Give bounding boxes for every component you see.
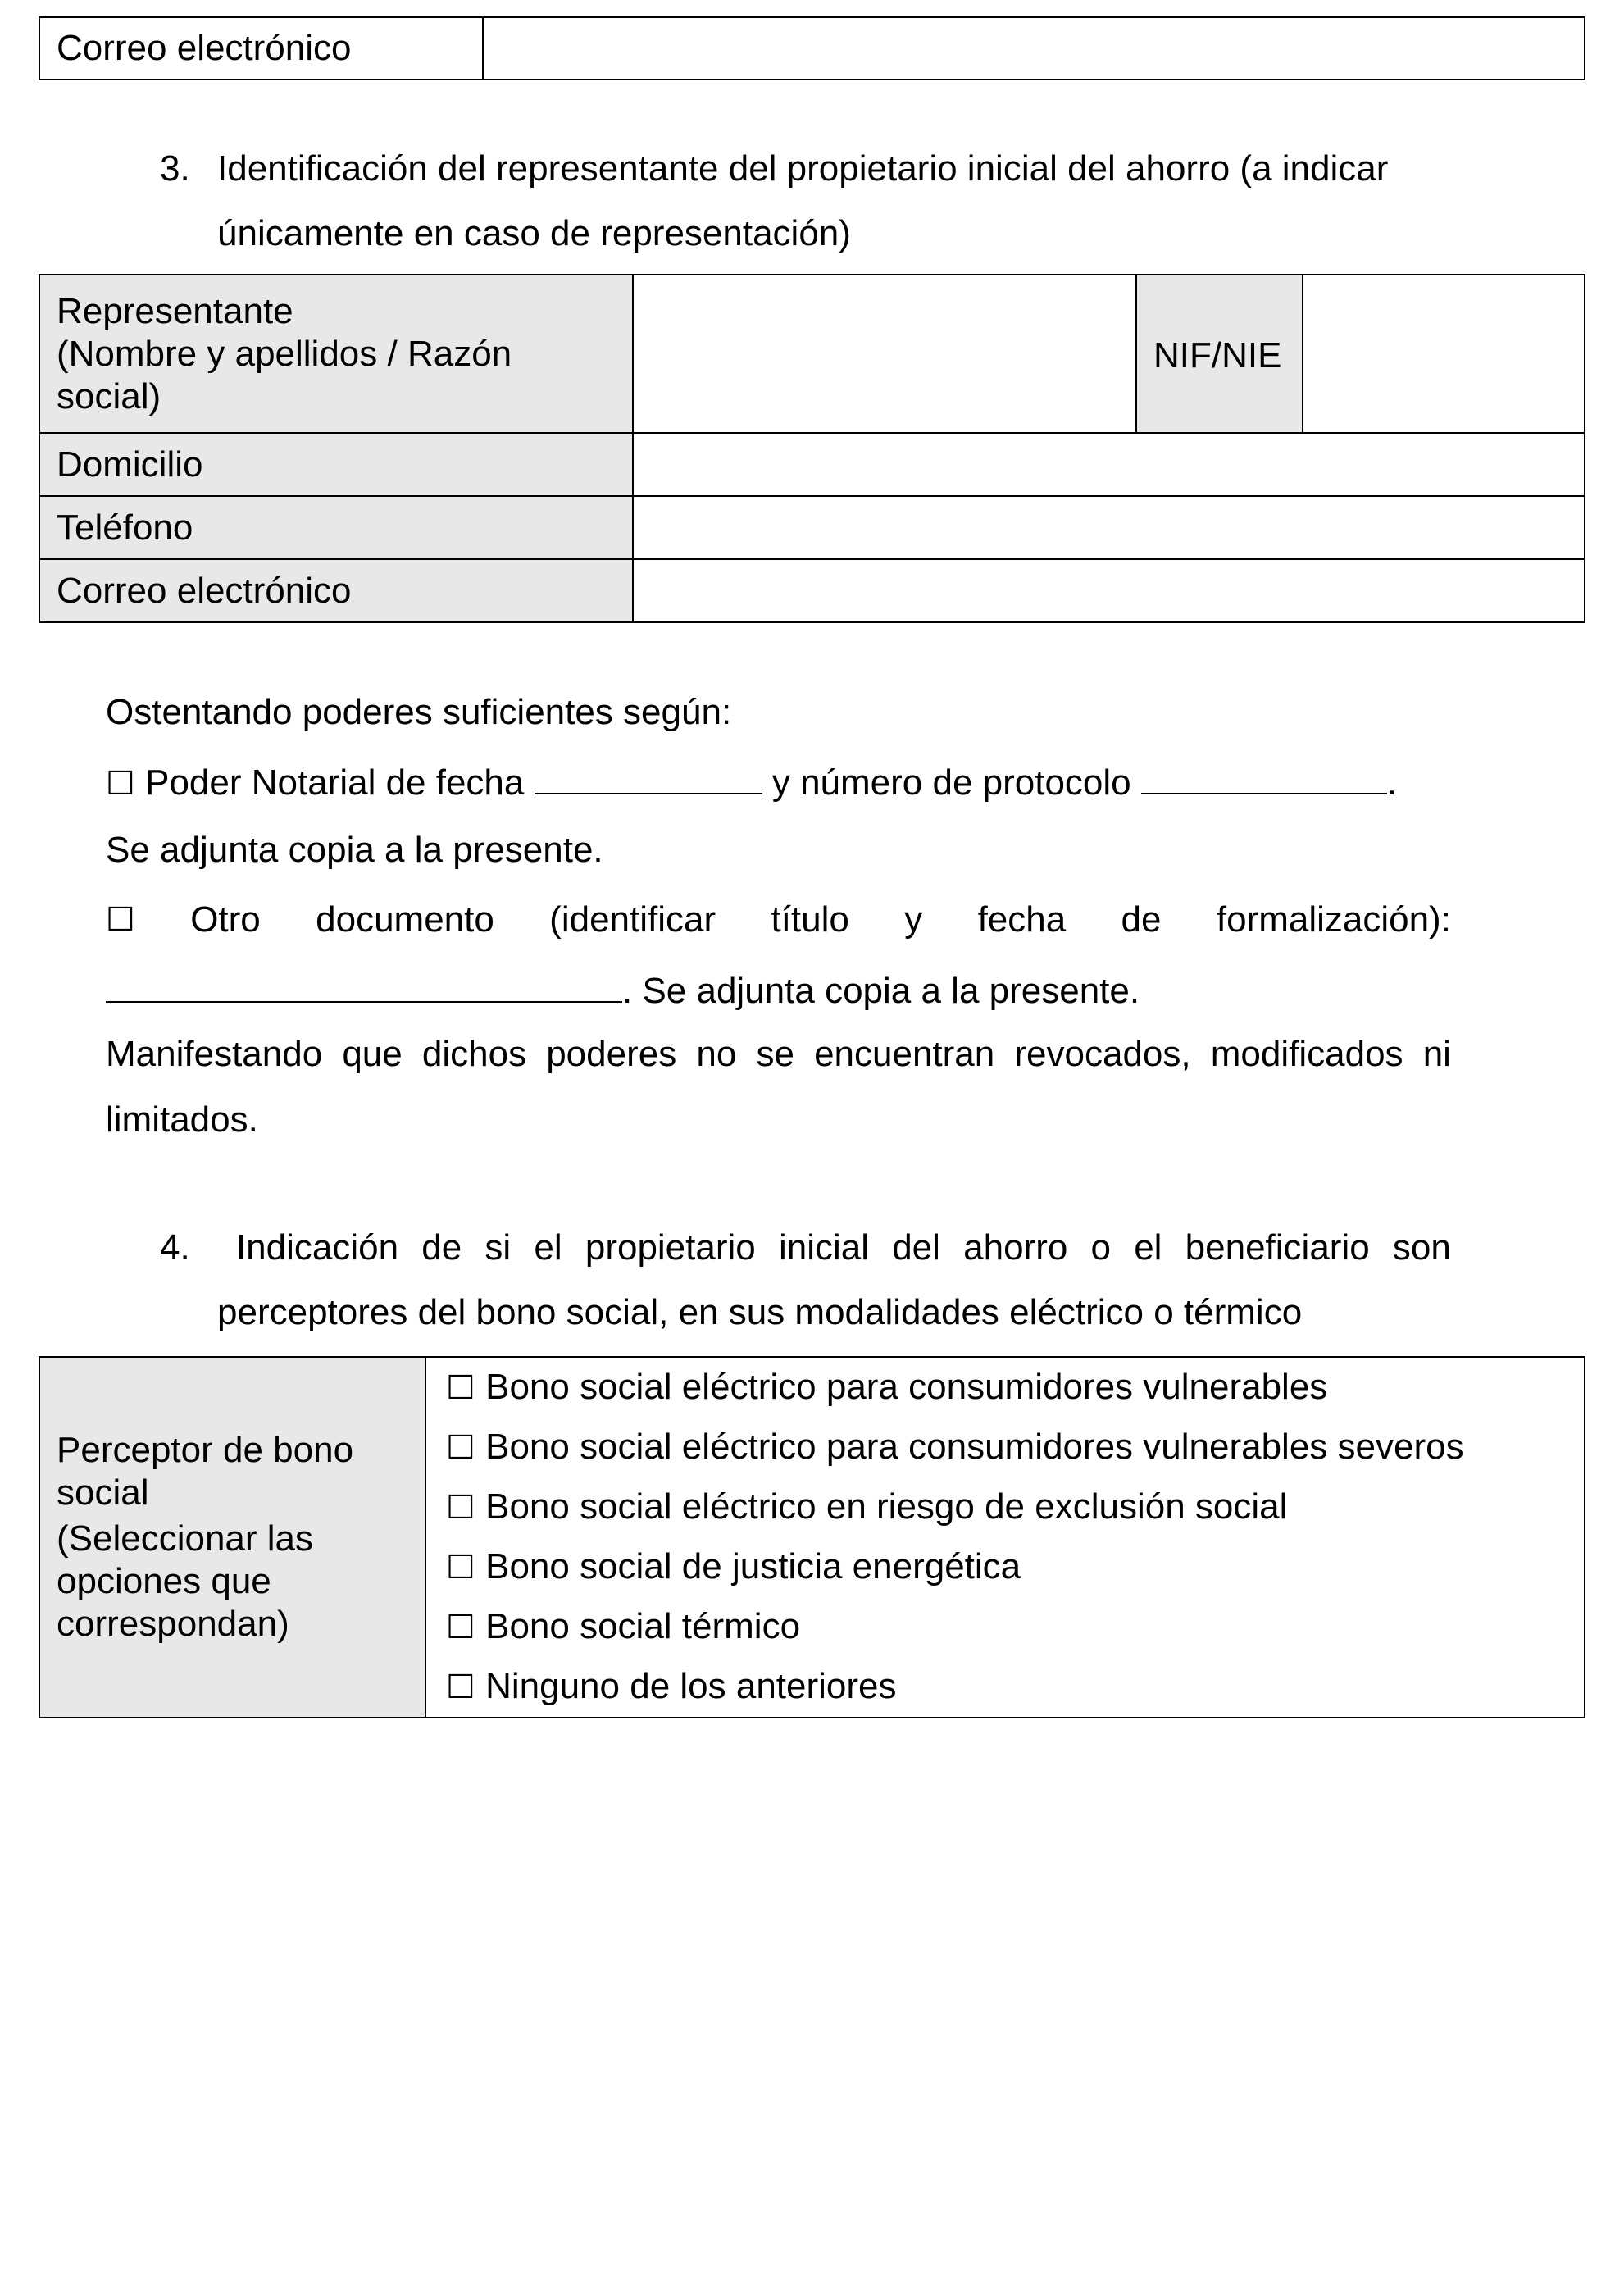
telefono-label: Teléfono: [39, 496, 633, 559]
checkbox-icon[interactable]: ☐: [446, 1489, 475, 1527]
other-document-checkbox[interactable]: ☐: [106, 901, 135, 939]
notarial-date-blank[interactable]: [535, 760, 762, 794]
other-document-blank[interactable]: [106, 968, 622, 1003]
manifest-line-2: limitados.: [106, 1099, 258, 1140]
other-document-blank-line: . Se adjunta copia a la presente.: [106, 968, 1451, 1013]
section-title-line-1: Identificación del representante del propietario inicial del ahorro (a indicar: [217, 148, 1389, 189]
section-3-heading: [160, 136, 1451, 267]
email-label: Correo electrónico: [39, 559, 633, 622]
checkbox-icon[interactable]: ☐: [446, 1668, 475, 1706]
option-ninguno[interactable]: ☐ Ninguno de los anteriores: [446, 1666, 897, 1706]
telefono-field[interactable]: [633, 496, 1585, 559]
manifest-line-1: Manifestando que dichos poderes no se encuentran revocados, modificados ni: [106, 1034, 1451, 1074]
section-title-line-2: únicamente en caso de representación): [217, 213, 851, 253]
bono-social-table: [39, 1356, 1585, 1718]
section-4-heading-line-2: perceptores del bono social, en sus modalidades eléctrico o térmico: [217, 1292, 1303, 1332]
representative-table: [39, 274, 1585, 623]
bono-social-label: Perceptor de bono social (Seleccionar las opciones que correspondan): [39, 1357, 425, 1718]
notarial-protocol-blank[interactable]: [1141, 760, 1387, 794]
section-number: 4.: [160, 1227, 190, 1268]
notarial-protocol-label: y número de protocolo: [771, 762, 1131, 803]
option-electrico-exclusion[interactable]: ☐ Bono social eléctrico en riesgo de exclusión social: [446, 1486, 1288, 1527]
copy-attached-text: Se adjunta copia a la presente.: [106, 830, 603, 870]
powers-intro: Ostentando poderes suficientes según:: [106, 692, 732, 732]
option-justicia-energetica[interactable]: ☐ Bono social de justicia energética: [446, 1546, 1021, 1586]
nif-nie-field[interactable]: [1303, 275, 1585, 433]
checkbox-icon[interactable]: ☐: [446, 1429, 475, 1467]
checkbox-icon[interactable]: ☐: [446, 1609, 475, 1646]
notarial-power-line: ☐ Poder Notarial de fecha y número de protocolo .: [106, 760, 1451, 805]
checkbox-icon[interactable]: ☐: [446, 1549, 475, 1586]
domicilio-field[interactable]: [633, 433, 1585, 496]
section-number: 3.: [160, 148, 190, 189]
nif-nie-label: NIF/NIE: [1136, 275, 1303, 433]
section-title: [217, 136, 1451, 266]
checkbox-icon[interactable]: ☐: [446, 1369, 475, 1407]
option-electrico-severos[interactable]: ☐ Bono social eléctrico para consumidores vulnerables severos: [446, 1427, 1464, 1467]
notarial-power-label: Poder Notarial de fecha: [145, 762, 525, 803]
representative-email-field[interactable]: [633, 559, 1585, 622]
representative-label: Representante (Nombre y apellidos / Razón social): [39, 275, 633, 433]
other-document-line: ☐ Otro documento (identificar título y fecha de formalización):: [106, 899, 1451, 940]
option-electrico-vulnerables[interactable]: ☐ Bono social eléctrico para consumidores vulnerables: [446, 1367, 1328, 1407]
bono-social-options: [425, 1357, 1585, 1718]
option-termico[interactable]: ☐ Bono social térmico: [446, 1606, 801, 1646]
domicilio-label: Domicilio: [39, 433, 633, 496]
representative-name-field[interactable]: [633, 275, 1136, 433]
email-label: Correo electrónico: [39, 17, 483, 80]
section-4-heading-line-1: 4. Indicación de si el propietario inicial del ahorro o el beneficiario son: [160, 1227, 1451, 1268]
notarial-power-checkbox[interactable]: ☐: [106, 765, 135, 803]
contact-table-top: [39, 16, 1585, 80]
email-field[interactable]: [483, 17, 1585, 80]
